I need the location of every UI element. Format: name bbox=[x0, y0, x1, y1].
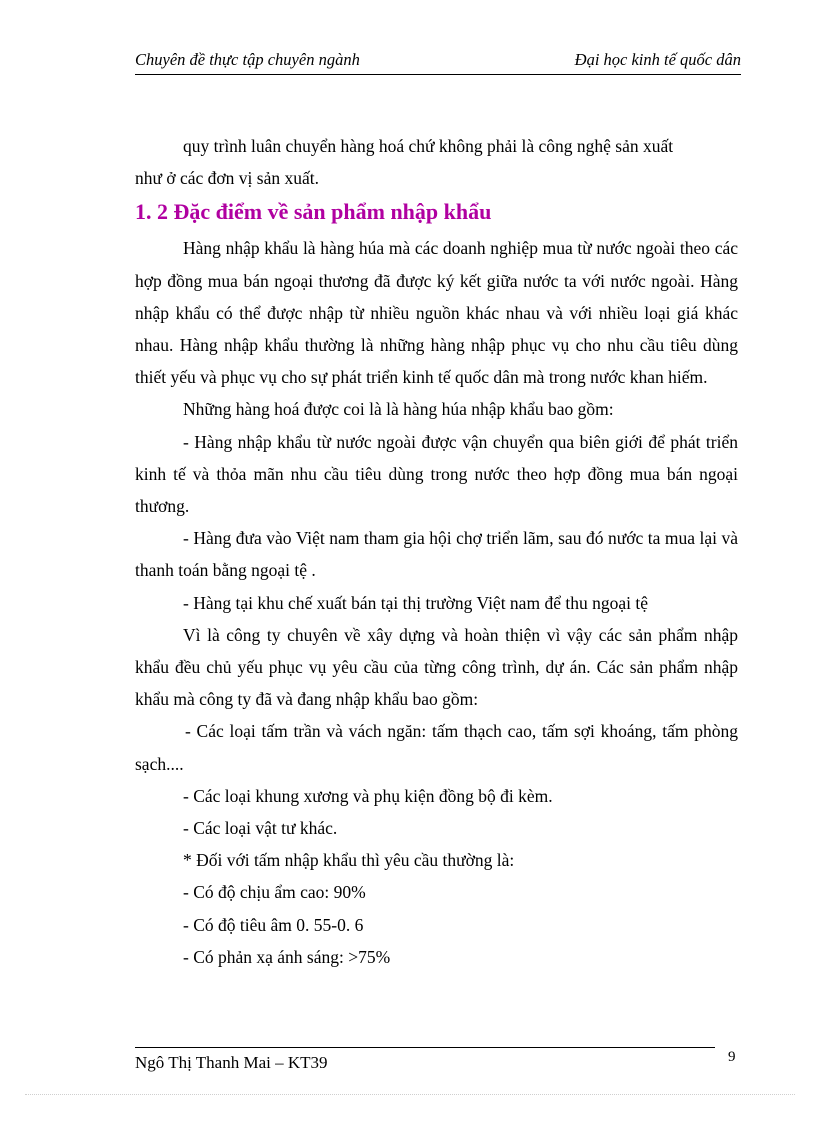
paragraph-bullet-panels: - Các loại tấm trần và vách ngăn: tấm thạch cao, tấm sợi khoáng, tấm phòng sạch.... bbox=[135, 721, 738, 774]
page-number: 9 bbox=[728, 1049, 736, 1065]
paragraph-bullet-frames: - Các loại khung xương và phụ kiện đồng bộ đi kèm. bbox=[183, 785, 553, 806]
paragraph-company-products: Vì là công ty chuyên về xây dựng và hoàn thiện vì vậy các sản phẩm nhập khẩu đều chủ yếu phục vụ yêu cầu của từng công trình, dự án. Các sản phẩm nhập khẩu mà công ty đã và đang nhập khẩu bao gồm: bbox=[135, 624, 738, 710]
paragraph-bullet-export-zone: - Hàng tại khu chế xuất bán tại thị trường Việt nam để thu ngoại tệ bbox=[183, 592, 648, 613]
requirement-acoustic: - Có độ tiêu âm 0. 55-0. 6 bbox=[183, 914, 364, 935]
intro-continuation: quy trình luân chuyển hàng hoá chứ không phải là công nghệ sản xuất bbox=[183, 136, 674, 156]
paragraph-bullet-trade-fair: - Hàng đưa vào Việt nam tham gia hội chợ triển lãm, sau đó nước ta mua lại và thanh toán bằng ngoại tệ . bbox=[135, 528, 738, 581]
paragraph-requirements-intro: * Đối với tấm nhập khẩu thì yêu cầu thường là: bbox=[183, 850, 515, 871]
paragraph-import-definition: Hàng nhập khẩu là hàng húa mà các doanh nghiệp mua từ nước ngoài theo các hợp đồng mua bán ngoại thương đã được ký kết giữa nước ta với nước ngoài. Hàng nhập khẩu có thể được nhập từ nhiều nguồn khác nhau và với nhiều loại giá khác nhau. Hàng nhập khẩu thường là những hàng nhập phục vụ cho nhu cầu tiêu dùng thiết yếu và phục vụ cho sự phát triển kinh tế quốc dân mà trong nước khan hiếm. bbox=[135, 238, 738, 388]
page-header bbox=[135, 50, 741, 75]
paragraph-bullet-other: - Các loại vật tư khác. bbox=[183, 818, 338, 839]
paragraph-import-goods-intro: Những hàng hoá được coi là là hàng húa nhập khẩu bao gồm: bbox=[183, 399, 614, 420]
requirement-humidity: - Có độ chịu ẩm cao: 90% bbox=[183, 882, 366, 903]
header-university: Đại học kinh tế quốc dân bbox=[574, 50, 741, 69]
section-heading: 1. 2 Đặc điểm về sản phẩm nhập khẩu bbox=[135, 199, 492, 225]
requirement-light-reflection: - Có phản xạ ánh sáng: >75% bbox=[183, 946, 391, 967]
footer-author: Ngô Thị Thanh Mai – KT39 bbox=[135, 1053, 328, 1072]
page-bottom-border bbox=[25, 1094, 795, 1095]
intro-line-2: như ở các đơn vị sản xuất. bbox=[135, 168, 319, 189]
footer-divider bbox=[135, 1047, 715, 1048]
paragraph-bullet-cross-border: - Hàng nhập khẩu từ nước ngoài được vận chuyển qua biên giới để phát triển kinh tế và thỏa mãn nhu cầu tiêu dùng trong nước theo hợp đồng mua bán ngoại thương. bbox=[135, 431, 738, 517]
header-course-title: Chuyên đề thực tập chuyên ngành bbox=[135, 50, 360, 69]
document-body bbox=[135, 130, 738, 973]
